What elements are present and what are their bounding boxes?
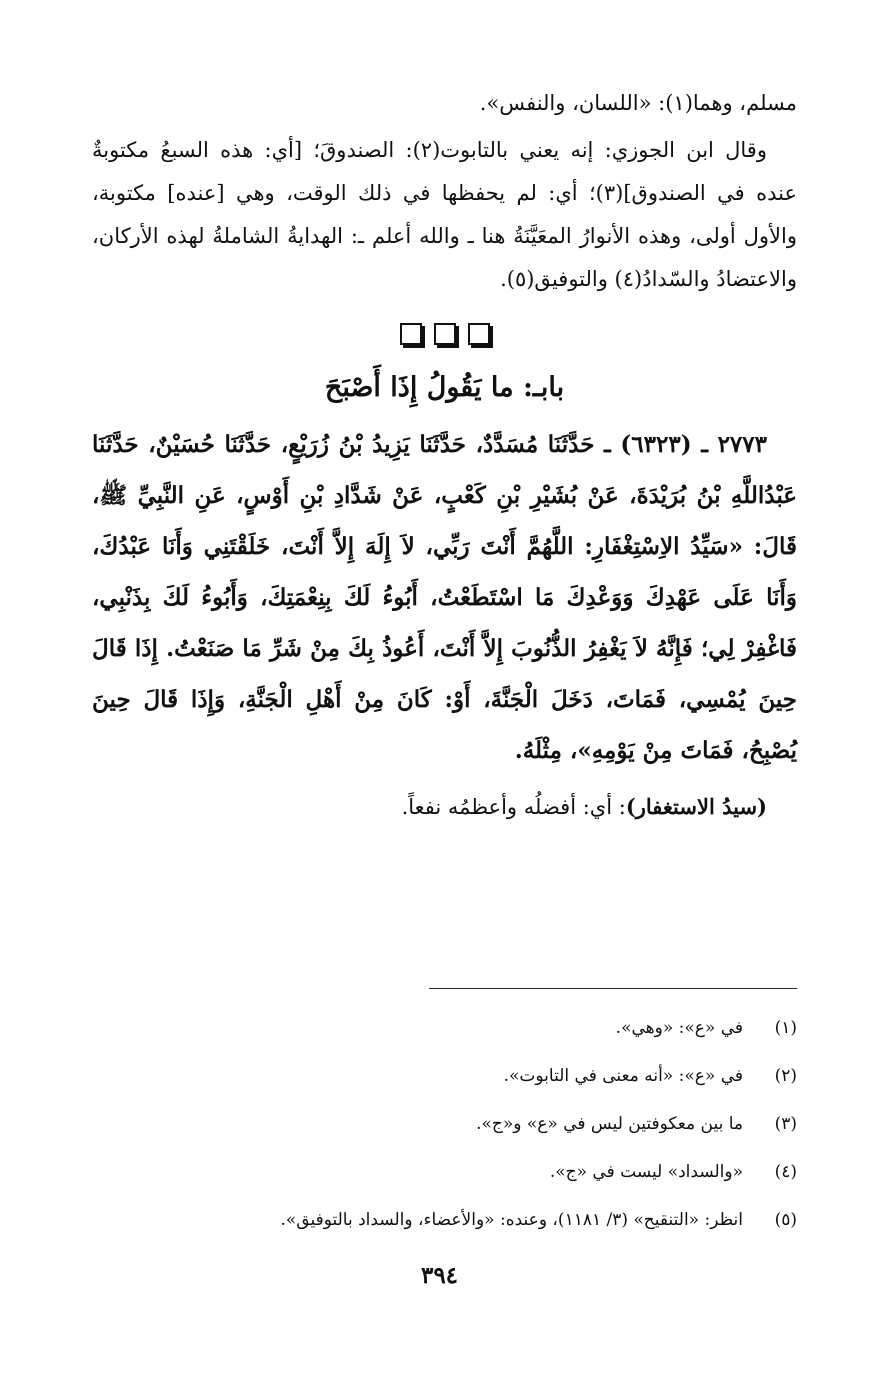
footnote-item — [92, 1100, 797, 1148]
footnote-text: في «ع»: «أنه معنى في التابوت». — [503, 1066, 743, 1086]
footnote-number: (٥) — [774, 1210, 797, 1230]
square-ornament-icon — [400, 323, 422, 345]
footnotes-list — [92, 1004, 797, 1244]
page-number: ٣٩٤ — [420, 1262, 459, 1289]
footnote-text: انظر: «التنقيح» (٣/ ١١٨١)، وعنده: «والأعضاء، والسداد بالتوفيق». — [280, 1210, 743, 1230]
footnote-item — [92, 1004, 797, 1052]
gloss-term: (سيدُ الاستغفار) — [625, 794, 767, 819]
footnote-number: (٣) — [774, 1114, 797, 1134]
footnote-text: ما بين معكوفتين ليس في «ع» و«ج». — [476, 1114, 743, 1134]
square-ornament-icon — [434, 323, 456, 345]
footnote-item — [92, 1196, 797, 1244]
footnote-number: (٢) — [774, 1066, 797, 1086]
paragraph-ibn-al-jawzi: وقال ابن الجوزي: إنه يعني بالتابوت(٢): الصندوقَ؛ [أي: هذه السبعُ مكتوبةٌ عنده في الصندوق](٣)؛ أي: لم يحفظها في ذلك الوقت، وهي [عنده] مكتوبة، والأول أولى، وهذه الأنوارُ المعَيَّنَةُ هنا ـ والله أعلم ـ: الهدايةُ الشاملةُ لهذه الأركان، والاعتضادُ والسّدادُ(٤) والتوفيق(٥). — [92, 138, 797, 291]
footnote-text: في «ع»: «وهي». — [615, 1018, 743, 1038]
section-separator — [92, 323, 797, 353]
gloss-paragraph — [92, 784, 797, 830]
footnote-number: (١) — [774, 1018, 797, 1038]
paragraph-continuation: مسلم، وهما(١): «اللسان، والنفس». — [479, 91, 797, 115]
footnote-text: «والسداد» ليست في «ج». — [549, 1162, 743, 1182]
gloss-explanation: : أي: أفضلُه وأعظمُه نفعاً. — [401, 795, 626, 819]
chapter-title: بابـ: ما يَقُولُ إِذَا أَصْبَحَ — [324, 372, 565, 403]
square-ornament-icon — [468, 323, 490, 345]
footnote-divider — [429, 988, 797, 989]
footnote-number: (٤) — [774, 1162, 797, 1182]
footnote-item — [92, 1052, 797, 1100]
hadith-text: ٢٧٧٣ ـ (٦٣٢٣) ـ حَدَّثَنَا مُسَدَّدٌ، حَدَّثَنَا يَزِيدُ بْنُ زُرَيْعٍ، حَدَّثَنَا حُسَيْنٌ، حَدَّثَنَا عَبْدُاللَّهِ بْنُ بُرَيْدَةَ، عَنْ بُشَيْرِ بْنِ كَعْبٍ، عَنْ شَدَّادِ بْنِ أَوْسٍ، عَنِ النَّبِيِّ ﷺ، قَالَ: «سَيِّدُ الاِسْتِغْفَارِ: اللَّهُمَّ أَنْتَ رَبِّي، لاَ إِلَهَ إِلاَّ أَنْتَ، خَلَقْتَنِي وَأَنَا عَبْدُكَ، وَأَنَا عَلَى عَهْدِكَ وَوَعْدِكَ مَا اسْتَطَعْتُ، أَبُوءُ لَكَ بِنِعْمَتِكَ، وَأَبُوءُ لَكَ بِذَنْبِي، فَاغْفِرْ لِي؛ فَإِنَّهُ لاَ يَغْفِرُ الذُّنُوبَ إِلاَّ أَنْتَ، أَعُوذُ بِكَ مِنْ شَرِّ مَا صَنَعْتُ. إِذَا قَالَ حِينَ يُمْسِي، فَمَاتَ، دَخَلَ الْجَنَّةَ، أَوْ: كَانَ مِنْ أَهْلِ الْجَنَّةِ، وَإِذَا قَالَ حِينَ يُصْبِحُ، فَمَاتَ مِنْ يَوْمِهِ»، مِثْلَهُ. — [92, 431, 797, 764]
page-body — [92, 82, 797, 830]
footnote-item — [92, 1148, 797, 1196]
